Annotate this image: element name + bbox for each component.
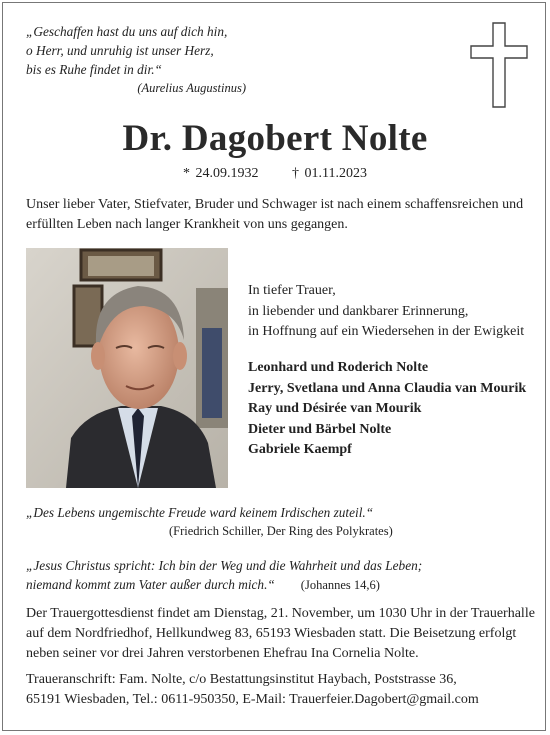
mourning-address bbox=[26, 670, 531, 710]
life-dates bbox=[0, 166, 550, 182]
bible-quote bbox=[26, 556, 526, 595]
portrait-photo bbox=[26, 248, 228, 488]
schiller-quote-source: (Friedrich Schiller, Der Ring des Polykrates) bbox=[169, 524, 393, 538]
quote-line: „Geschaffen hast du uns auf dich hin, bbox=[26, 24, 228, 39]
mourning-line: in liebender und dankbarer Erinnerung, bbox=[248, 303, 469, 319]
birth-date: * 24.09.1932 bbox=[183, 166, 259, 181]
family-member: Dieter und Bärbel Nolte bbox=[248, 421, 392, 437]
mourning-line: In tiefer Trauer, bbox=[248, 283, 336, 298]
death-date: † 01.11.2023 bbox=[292, 166, 367, 181]
cross-icon bbox=[470, 22, 528, 113]
schiller-quote-text: „Des Lebens ungemischte Freude ward keinem Irdischen zuteil.“ bbox=[26, 505, 374, 520]
family-member: Ray und Désirée van Mourik bbox=[248, 401, 422, 416]
quote-author: (Aurelius Augustinus) bbox=[137, 81, 246, 95]
quote-line: o Herr, und unruhig ist unser Herz, bbox=[26, 43, 214, 58]
family-member: Leonhard und Roderich Nolte bbox=[248, 360, 429, 375]
quote-line: bis es Ruhe findet in dir.“ bbox=[26, 62, 162, 77]
bible-quote-line-2 bbox=[26, 575, 526, 595]
augustinus-quote bbox=[26, 22, 286, 98]
bible-quote-line: niemand kommt zum Vater außer durch mich.“ bbox=[26, 577, 275, 592]
deceased-name: Dr. Dagobert Nolte bbox=[122, 118, 428, 159]
funeral-service-text bbox=[26, 604, 535, 664]
intro-text: Unser lieber Vater, Stiefvater, Bruder und Schwager ist nach einem schaffensreichen und erfüllten Leben nach langer Krankheit von uns gegangen. bbox=[26, 197, 524, 232]
service-line: auf dem Nordfriedhof, Hellkundweg 83, 65193 Wiesbaden statt. Die Beisetzung erfolgt bbox=[26, 626, 517, 641]
service-line: Der Trauergottesdienst findet am Dienstag, 21. November, um 1030 Uhr in der Trauerhalle bbox=[26, 606, 535, 621]
address-line: 65191 Wiesbaden, Tel.: 0611-950350, E-Mail: Trauerfeier.Dagobert@gmail.com bbox=[26, 692, 479, 707]
address-line: Traueranschrift: Fam. Nolte, c/o Bestattungsinstitut Haybach, Poststrasse 36, bbox=[26, 672, 457, 687]
bible-quote-line: „Jesus Christus spricht: Ich bin der Weg und die Wahrheit und das Leben; bbox=[26, 558, 423, 573]
family-member: Jerry, Svetlana und Anna Claudia van Mourik bbox=[248, 380, 527, 396]
bible-quote-source: (Johannes 14,6) bbox=[300, 578, 380, 592]
mourning-line: in Hoffnung auf ein Wiedersehen in der Ewigkeit bbox=[248, 324, 525, 339]
schiller-quote bbox=[26, 503, 526, 541]
family-member: Gabriele Kaempf bbox=[248, 442, 352, 457]
mourning-text bbox=[248, 281, 543, 343]
family-list bbox=[248, 358, 543, 461]
service-line: neben seiner vor drei Jahren verstorbenen Ehefrau Ina Cornelia Nolte. bbox=[26, 646, 419, 661]
